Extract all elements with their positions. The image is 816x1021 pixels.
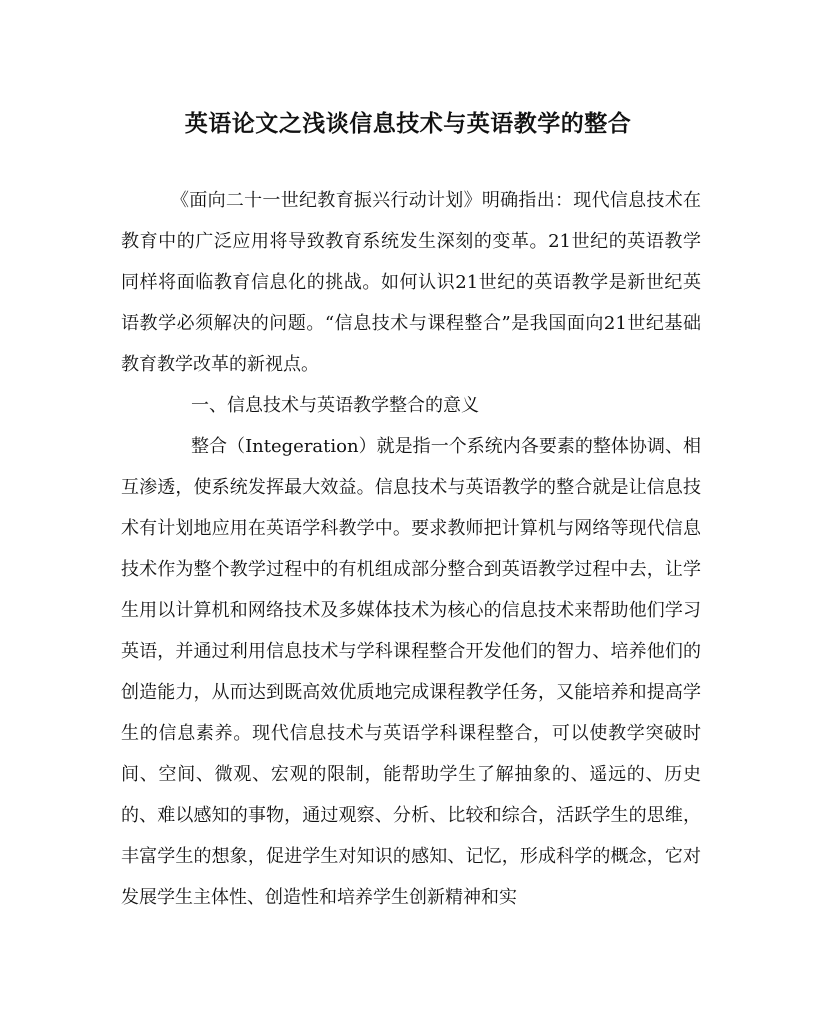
document-title: 英语论文之浅谈信息技术与英语教学的整合 (184, 110, 632, 137)
section-heading: 一、信息技术与英语教学整合的意义 (191, 395, 479, 416)
intro-paragraph: 《面向二十一世纪教育振兴行动计划》明确指出：现代信息技术在教育中的广泛应用将导致教育系统发生深刻的变革。21世纪的英语教学同样将面临教育信息化的挑战。如何认识21世纪的英语教学是新世纪英语教学必须解决的问题。“信息技术与课程整合”是我国面向21世纪基础教育教学改革的新视点。 (121, 190, 701, 375)
body-paragraph: 整合（Integeration）就是指一个系统内各要素的整体协调、相互渗透，使系统发挥最大效益。信息技术与英语教学的整合就是让信息技术有计划地应用在英语学科教学中。要求教师把计算机与网络等现代信息技术作为整个教学过程中的有机组成部分整合到英语教学过程中去，让学生用以计算机和网络技术及多媒体技术为核心的信息技术来帮助他们学习英语，并通过利用信息技术与学科课程整合开发他们的智力、培养他们的创造能力，从而达到既高效优质地完成课程教学任务，又能培养和提高学生的信息素养。现代信息技术与英语学科课程整合，可以使教学突破时间、空间、微观、宏观的限制，能帮助学生了解抽象的、遥远的、历史的、难以感知的事物，通过观察、分析、比较和综合，活跃学生的思维，丰富学生的想象，促进学生对知识的感知、记忆，形成科学的概念，它对发展学生主体性、创造性和培养学生创新精神和实 (121, 436, 701, 908)
